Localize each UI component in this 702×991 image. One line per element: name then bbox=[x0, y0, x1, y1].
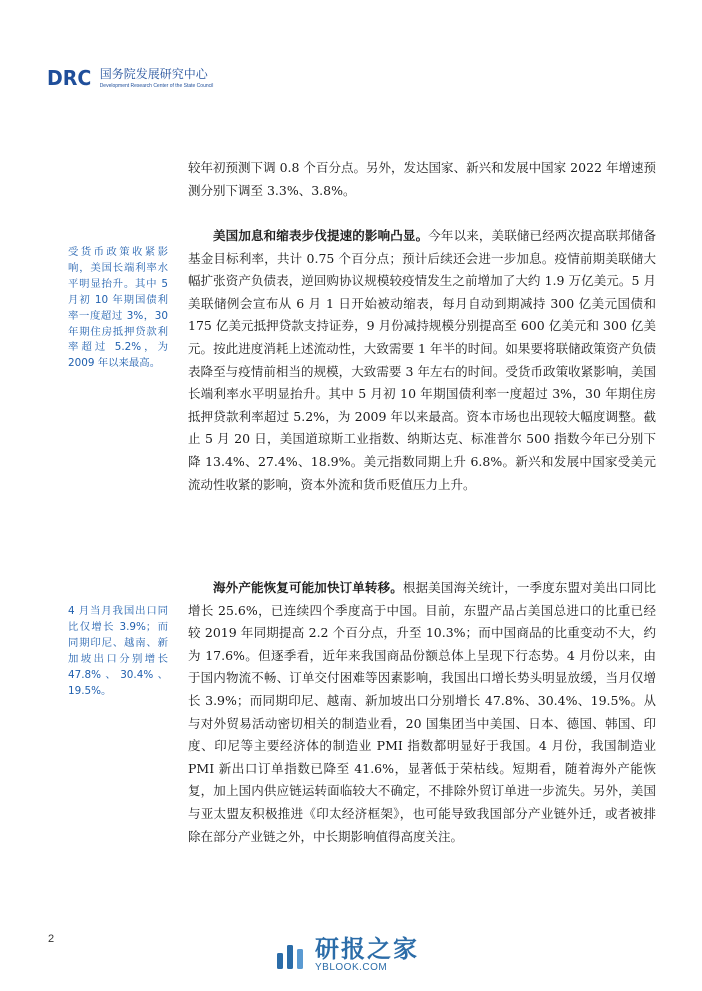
sidenote-1: 受货币政策收紧影响，美国长端利率水平明显抬升。其中 5 月初 10 年期国债利率一度超过 3%，30 年期住房抵押贷款利率超过 5.2%，为 2009 年以来最高。 bbox=[68, 246, 168, 370]
watermark-logo-icon bbox=[273, 937, 309, 973]
watermark-en: YBLOOK.COM bbox=[315, 962, 388, 973]
logo-text bbox=[100, 67, 214, 90]
paragraph-3-heading: 海外产能恢复可能加快订单转移。 bbox=[213, 580, 403, 595]
paragraph-2 bbox=[188, 225, 656, 496]
sidenote-2: 4 月当月我国出口同比仅增长 3.9%；而同期印尼、越南、新加坡出口分别增长 47.8%、30.4%、19.5%。 bbox=[68, 605, 168, 697]
logo-mark: DRC bbox=[47, 66, 92, 90]
paragraph-1: 较年初预测下调 0.8 个百分点。另外，发达国家、新兴和发展中国家 2022 年增速预测分别下调至 3.3%、3.8%。 bbox=[188, 160, 656, 198]
watermark bbox=[273, 936, 419, 974]
paragraph-2-heading: 美国加息和缩表步伐提速的影响凸显。 bbox=[213, 228, 429, 243]
paragraph-3 bbox=[188, 577, 656, 848]
watermark-text bbox=[315, 936, 419, 974]
watermark-cn: 研报之家 bbox=[315, 935, 419, 963]
drc-logo bbox=[47, 67, 213, 90]
paragraph-3-body: 根据美国海关统计，一季度东盟对美出口同比增长 25.6%，已连续四个季度高于中国。目前，东盟产品占美国总进口的比重已经较 2019 年同期提高 2.2 个百分点，升至 10.3%；而中国商品的比重变动不大，约为 17.6%。但逐季看，近年来我国商品份额总体上呈现下行态势。4 月份以来，由于国内物流不畅、订单交付困难等因素影响，我国出口增长势头明显放缓，当月仅增长 3.9%；而同期印尼、越南、新加坡出口分别增长 47.8%、30.4%、19.5%。从与对外贸易活动密切相关的制造业看，20 国集团当中美国、日本、德国、韩国、印度、印尼等主要经济体的制造业 PMI 指数都明显好于我国。4 月份，我国制造业 PMI 新出口订单指数已降至 41.6%，显著低于荣枯线。短期看，随着海外产能恢复，加上国内供应链运转面临较大不确定，不排除外贸订单进一步流失。另外，美国与亚太盟友积极推进《印太经济框架》，也可能导致我国部分产业链外迁，或者被排除在部分产业链之外，中长期影响值得高度关注。 bbox=[188, 580, 656, 844]
page-number: 2 bbox=[48, 933, 55, 945]
paragraph-2-body: 今年以来，美联储已经两次提高联邦储备基金目标利率，共计 0.75 个百分点；预计后续还会进一步加息。疫情前期美联储大幅扩张资产负债表，逆回购协议规模较疫情发生之前增加了大约 1.9 万亿美元。5 月美联储例会宣布从 6 月 1 日开始被动缩表，每月自动到期减持 300 亿美元国债和 175 亿美元抵押贷款支持证券，9 月份减持规模分别提高至 600 亿美元和 300 亿美元。按此进度消耗上述流动性，大致需要 1 年半的时间。如果要将联储政策资产负债表降至与疫情前相当的规模，大致需要 3 年左右的时间。受货币政策收紧影响，美国长端利率水平明显抬升。其中 5 月初 10 年期国债利率一度超过 3%，30 年期住房抵押贷款利率超过 5.2%，为 2009 年以来最高。资本市场也出现较大幅度调整。截止 5 月 20 日，美国道琼斯工业指数、纳斯达克、标准普尔 500 指数今年已分别下降 13.4%、27.4%、18.9%。美元指数同期上升 6.8%。新兴和发展中国家受美元流动性收紧的影响，资本外流和货币贬值压力上升。 bbox=[188, 228, 656, 492]
org-name-en: Development Research Center of the State Council bbox=[99, 83, 214, 89]
org-name-cn: 国务院发展研究中心 bbox=[99, 67, 208, 81]
